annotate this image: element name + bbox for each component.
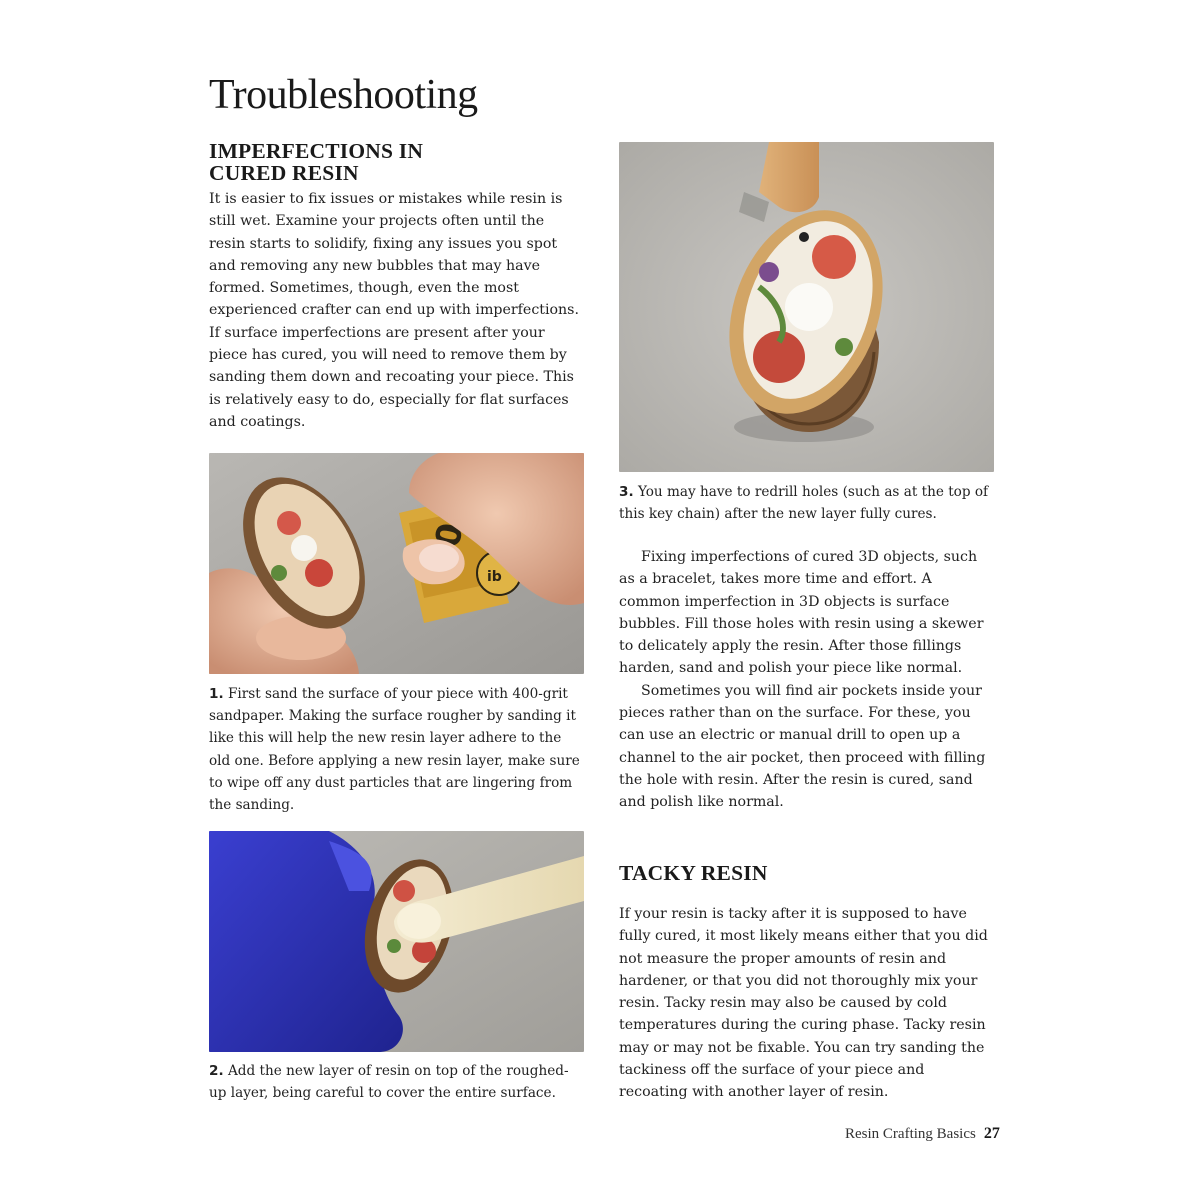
sandpaper-brand: ib [487,569,502,585]
photo-resin-layer [209,831,584,1052]
body-right [619,546,997,814]
section-imperfections [209,140,584,433]
step-3-caption [619,481,994,525]
section-heading-imperfections [209,140,584,184]
heading-line-2: CURED RESIN [209,161,359,185]
imperfections-paragraph: It is easier to fix issues or mistakes while resin is still wet. Examine your projects often until the resin starts to solidify, fixing any issues you spot and removing any new bubbles that may have formed. Sometimes, though, even the most experienced crafter can end up with imperfections. If surface imperfections are present after your piece has cured, you will need to remove them by sanding them down and recoating your piece. This is relatively easy to do, especially for flat surfaces and coatings. [209,191,579,430]
step-1-caption [209,683,584,816]
step-1-text: First sand the surface of your piece with 400-grit sandpaper. Making the surface rougher by sanding it like this will help the new resin layer adhere to the old one. Before applying a new resin layer, make sure to wipe off any dust particles that are lingering from the sanding. [209,686,580,814]
step-1-number: 1. [209,686,224,702]
body-paragraph-2: Sometimes you will find air pockets inside your pieces rather than on the surface. For these, you can use an electric or manual drill to open up a channel to the air pocket, then proceed with filling the hole with resin. After the resin is cured, sand and polish like normal. [619,682,986,811]
step-2-number: 2. [209,1063,224,1079]
section-heading-tacky: TACKY RESIN [619,861,768,885]
step-3-text: You may have to redrill holes (such as at the top of this key chain) after the new layer fully cures. [619,484,989,523]
footer-label: Resin Crafting Basics [845,1126,976,1142]
page-number: 27 [983,1125,1000,1142]
body-paragraph-1: Fixing imperfections of cured 3D objects, such as a bracelet, takes more time and effort. A common imperfection in 3D objects is surface bubbles. Fill those holes with resin using a skewer to delicately apply the resin. After those fillings harden, sand and polish your piece like normal. [619,549,984,677]
step-2-text: Add the new layer of resin on top of the roughed-up layer, being careful to cover the entire surface. [209,1063,569,1102]
page-title: Troubleshooting [209,72,478,118]
photo-keychain [619,142,994,472]
step-3-number: 3. [619,484,634,500]
tacky-paragraph: If your resin is tacky after it is supposed to have fully cured, it most likely means either that you did not measure the proper amounts of resin and hardener, or that you did not thoroughly mix your resin. Tacky resin may also be caused by cold temperatures during the curing phase. Tacky resin may or may not be fixable. You can try sanding the tackiness off the surface of your piece and recoating with another layer of resin. [619,906,988,1101]
photo-sanding [209,453,584,674]
step-2-caption [209,1060,584,1104]
heading-line-1: IMPERFECTIONS IN [209,139,424,163]
page-footer [845,1123,1000,1143]
